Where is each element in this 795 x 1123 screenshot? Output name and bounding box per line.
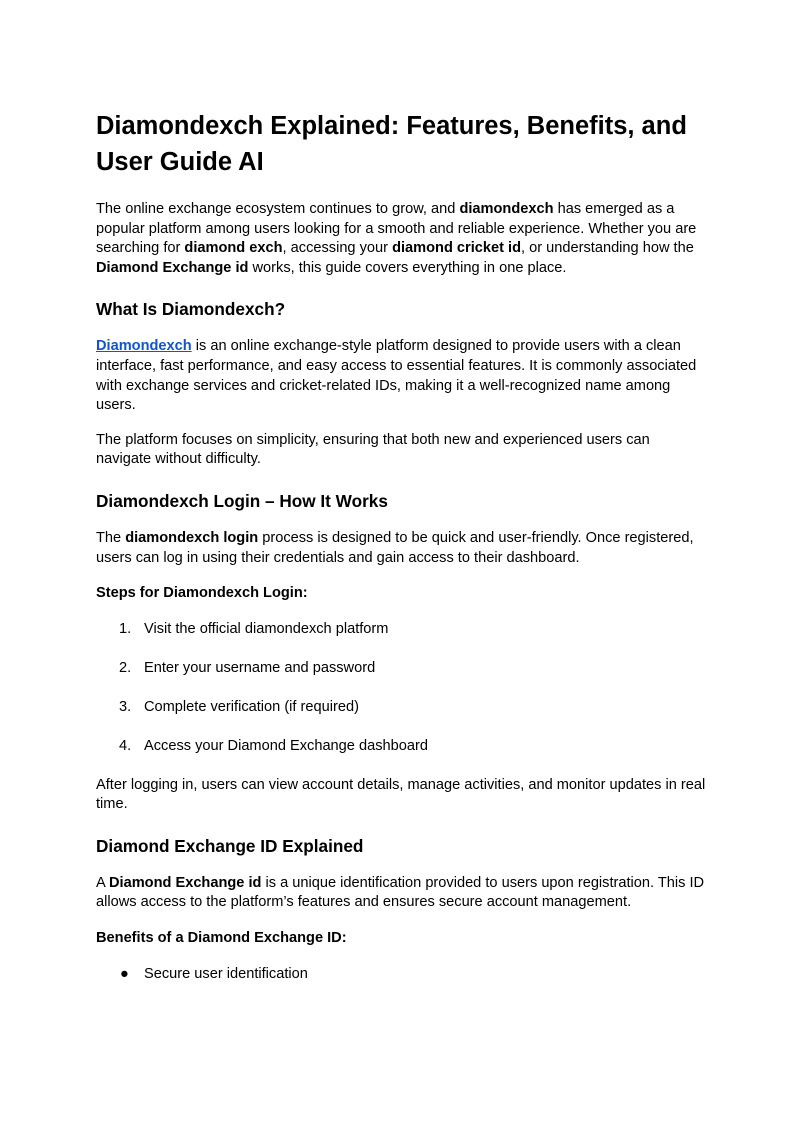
login-text-1: The (96, 529, 126, 546)
what-is-paragraph-1 (96, 337, 706, 415)
intro-bold-diamond-exchange-id: Diamond Exchange id (96, 259, 249, 276)
section-heading-login: Diamondexch Login – How It Works (96, 490, 388, 511)
list-number: 2. (119, 659, 132, 676)
intro-text-1: The online exchange ecosystem continues to grow, and (96, 201, 460, 217)
steps-label: Steps for Diamondexch Login: (96, 585, 308, 602)
intro-bold-diamond-exch: diamond exch (184, 240, 283, 257)
list-item-text: Enter your username and password (144, 659, 376, 676)
what-is-paragraph-2: The platform focuses on simplicity, ensuring that both new and experienced users can navigate without difficulty. (96, 431, 650, 468)
exchange-id-text-1: A (96, 874, 109, 891)
login-steps-list (96, 620, 706, 757)
after-login-paragraph: After logging in, users can view account details, manage activities, and monitor updates in real time. (96, 776, 706, 813)
list-item (96, 698, 706, 718)
intro-text-5: works, this guide covers everything in one place. (248, 259, 567, 276)
list-item (96, 620, 706, 640)
exchange-id-text-2: is a unique identification provided to users upon registration. This ID allows access to the platform’s features and ensures secure account management. (96, 874, 705, 911)
list-item-text: Complete verification (if required) (144, 698, 359, 715)
list-item (96, 659, 706, 679)
intro-bold-diamond-cricket-id: diamond cricket id (392, 240, 522, 257)
intro-text-4: , or understanding how the (521, 240, 694, 257)
document-page (96, 108, 706, 984)
intro-text-2: has emerged as a popular platform among users looking for a smooth and reliable experience. Whether you are searching for (96, 201, 697, 257)
diamondexch-link[interactable]: Diamondexch (96, 338, 192, 355)
page-title: Diamondexch Explained: Features, Benefits, and User Guide AI (96, 112, 687, 176)
exchange-id-bold: Diamond Exchange id (108, 874, 262, 891)
list-item (96, 965, 706, 985)
intro-bold-diamondexch: diamondexch (459, 201, 554, 217)
list-number: 1. (119, 620, 132, 637)
section-heading-exchange-id: Diamond Exchange ID Explained (96, 835, 364, 856)
list-item-text: Visit the official diamondexch platform (144, 620, 389, 637)
section-heading-what-is: What Is Diamondexch? (96, 299, 286, 320)
login-text-2: process is designed to be quick and user-friendly. Once registered, users can log in using their credentials and gain access to their dashboard. (96, 529, 694, 566)
bullet-icon: ● (120, 965, 129, 982)
list-item-text: Secure user identification (144, 965, 308, 982)
exchange-id-paragraph (96, 874, 706, 913)
list-number: 4. (119, 737, 132, 754)
intro-paragraph (96, 200, 706, 278)
login-paragraph (96, 529, 706, 568)
login-bold-diamondexch-login: diamondexch login (125, 529, 259, 546)
list-item-text: Access your Diamond Exchange dashboard (144, 737, 428, 754)
what-is-paragraph-1-text: is an online exchange-style platform designed to provide users with a clean interface, fast performance, and easy access to essential features. It is commonly associated with exchange services and cricket-related IDs, making it a well-recognized name among users. (96, 338, 697, 414)
benefits-list (96, 965, 706, 985)
list-item (96, 737, 706, 757)
list-number: 3. (119, 698, 132, 715)
intro-text-3: , accessing your (282, 240, 393, 257)
benefits-label: Benefits of a Diamond Exchange ID: (96, 930, 347, 947)
